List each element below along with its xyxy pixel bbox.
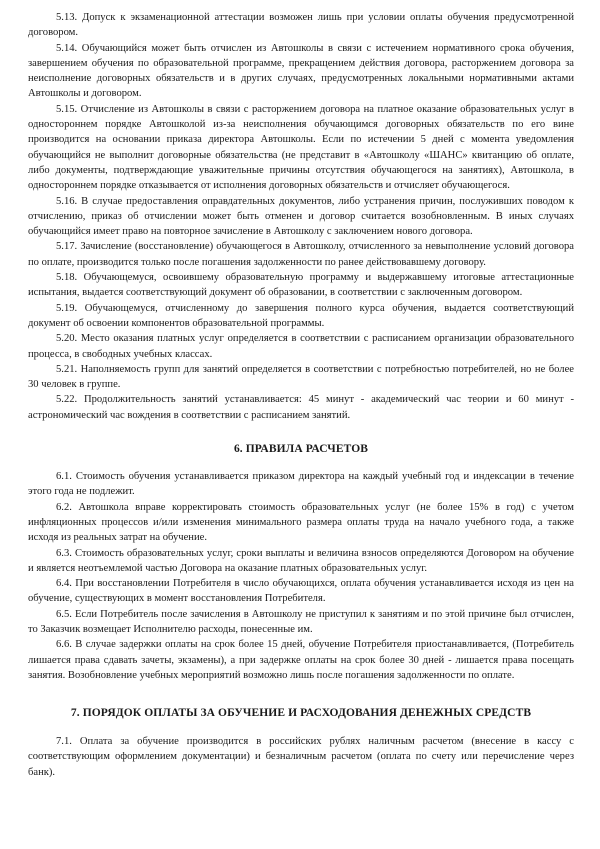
clause-6-6: 6.6. В случае задержки оплаты на срок более 15 дней, обучение Потребителя приостанавливается, (Потребитель лишается права сдавать зачеты, экзамены), а при задержке оплаты на срок более 30 дней - лишается права посещать занятия. Возобновление учебных мероприятий возможно лишь после погашения задолженности по оплате. <box>28 639 574 681</box>
clause-6-2: 6.2. Автошкола вправе корректировать стоимость образовательных услуг (не более 15% в год) с учетом инфляционных процессов и/или изменения минимального размера оплаты труда на начало учебного года, а также исходя из реальных затрат на обучение. <box>28 501 574 544</box>
clause-5-16: 5.16. В случае предоставления оправдательных документов, либо устранения причин, послуживших поводом к отчислению, приказ об отчислении может быть отменен и договор считается возобновленным. В иных случаях обучающийся имеет право на повторное зачисление в Автошколу с заключением нового договора. <box>28 195 574 238</box>
clause-6-3: 6.3. Стоимость образовательных услуг, сроки выплаты и величина взносов определяются Договором на обучение и является неотъемлемой частью Договора на оказание платных образовательных услуг. <box>28 547 574 574</box>
clause-5-13: 5.13. Допуск к экзаменационной аттестации возможен лишь при условии оплаты обучения предусмотренной договором. <box>28 12 574 39</box>
section-5-continued <box>28 10 574 423</box>
clause-5-21: 5.21. Наполняемость групп для занятий определяется в соответствии с потребностью потребителей, но не более 30 человек в группе. <box>28 363 574 391</box>
section-6 <box>28 443 574 683</box>
clause-5-22: 5.22. Продолжительность занятий устанавливается: 45 минут - академический час теории и 60 минут - астрономический час вождения в соответствии с расписанием занятий. <box>28 394 574 421</box>
section-7-heading: 7. ПОРЯДОК ОПЛАТЫ ЗА ОБУЧЕНИЕ И РАСХОДОВАНИЯ ДЕНЕЖНЫХ СРЕДСТВ <box>70 707 532 720</box>
clause-6-5: 6.5. Если Потребитель после зачисления в Автошколу не приступил к занятиям и по этой причине был отчислен, то Заказчик возмещает Исполнителю расходы, понесенные им. <box>28 608 574 635</box>
clause-5-20: 5.20. Место оказания платных услуг определяется в соответствии с расписанием организации образовательного процесса, в свободных учебных классах. <box>28 333 574 360</box>
clause-5-18: 5.18. Обучающемуся, освоившему образовательную программу и выдержавшему итоговые аттестационные испытания, выдается соответствующий документ об образовании, в соответствии с заключенным договором. <box>28 272 574 299</box>
clause-6-4: 6.4. При восстановлении Потребителя в число обучающихся, оплата обучения устанавливается исходя из цен на обучение, существующих в момент восстановления Потребителя. <box>28 578 574 605</box>
clause-5-14: 5.14. Обучающийся может быть отчислен из Автошколы в связи с истечением нормативного срока обучения, завершением обучения по образовательной программе, прекращением действия договора, расторжением договора за неисполнение договорных обязательств и в других случаях, предусмотренных локальными нормативными актами Автошколы и договором. <box>28 42 574 100</box>
clause-5-17: 5.17. Зачисление (восстановление) обучающегося в Автошколу, отчисленного за невыполнение условий договора по оплате, производится только после погашения задолженности по ранее действовавшему договору. <box>28 241 574 268</box>
clause-5-15: 5.15. Отчисление из Автошколы в связи с расторжением договора на платное оказание образовательных услуг в одностороннем порядке Автошколой из-за неисполнения обучающимся договорных обязательств по его вине производится на основании приказа директора Автошколы. Если по истечении 5 дней с момента уведомления обучающийся не выполнит договорные обязательства (не представит в «Автошколу «ШАНС» квитанцию об оплате, либо документы, подтверждающие уважительные причины отсутствия обучающегося на занятиях), Автошкола, в одностороннем порядке отказывается от исполнения договорных обязательств и отчисляет обучающегося. <box>28 103 574 192</box>
clause-5-19: 5.19. Обучающемуся, отчисленному до завершения полного курса обучения, выдается соответствующий документ об освоении компонентов образовательной программы. <box>28 302 574 329</box>
section-7 <box>28 707 574 780</box>
clause-6-1: 6.1. Стоимость обучения устанавливается приказом директора на каждый учебный год и индексации в течение этого года не подлежит. <box>28 471 574 498</box>
section-6-heading: 6. ПРАВИЛА РАСЧЕТОВ <box>233 443 369 456</box>
clause-7-1: 7.1. Оплата за обучение производится в российских рублях наличным расчетом (внесение в кассу с соответствующим оформлением документации) и безналичным расчетом (оплата по счету или перечисление через банк). <box>28 736 574 778</box>
